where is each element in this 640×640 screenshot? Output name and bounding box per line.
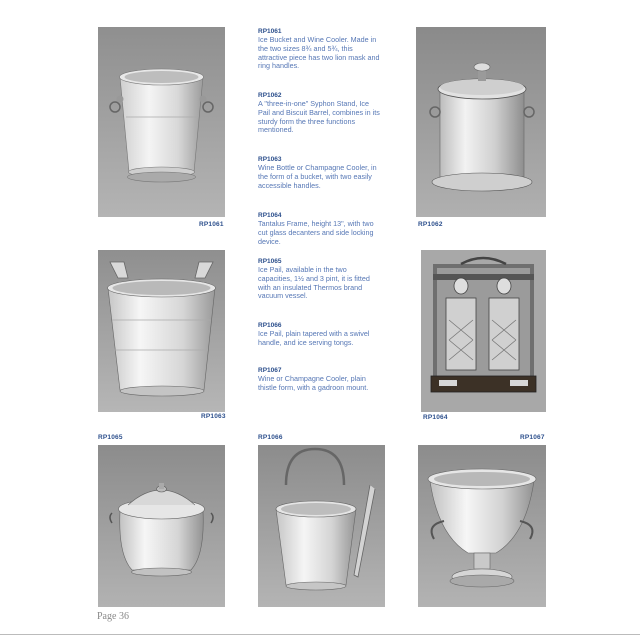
description-text: Ice Pail, plain tapered with a swivel handle, and ice serving tongs. [258,329,370,347]
description-code: RP1066 [258,322,282,329]
photo-rp1064 [421,250,546,412]
description-rp1065 [258,257,380,301]
photo-rp1063 [98,250,225,412]
description-rp1066 [258,321,380,348]
description-text: Wine Bottle or Champagne Cooler, in the form of a bucket, with two easily accessible handles. [258,163,377,190]
photo-rp1062 [416,27,546,217]
description-text: Ice Bucket and Wine Cooler. Made in the two sizes 8¾ and 5¾, this attractive piece has two lion mask and ring handles. [258,35,380,71]
description-code: RP1062 [258,92,282,99]
footer-rule [0,634,640,635]
caption-rp1062: RP1062 [418,221,443,228]
champagne-bucket-image [98,250,225,412]
description-rp1064 [258,211,380,246]
description-rp1063 [258,155,380,190]
photo-rp1061 [98,27,225,217]
description-rp1067 [258,366,380,393]
caption-rp1067: RP1067 [520,434,545,441]
description-rp1062 [258,91,380,135]
ice-bucket-image [98,27,225,217]
description-text: Ice Pail, available in the two capacities, 1½ and 3 pint, it is fitted with an insulated Thermos brand vacuum vessel. [258,265,370,301]
description-code: RP1061 [258,28,282,35]
page-number: Page 36 [97,611,129,622]
photo-rp1065 [98,445,225,607]
caption-rp1065: RP1065 [98,434,123,441]
photo-rp1067 [418,445,546,607]
photo-rp1066 [258,445,385,607]
description-code: RP1067 [258,367,282,374]
tantalus-image [421,250,546,412]
description-text: Tantalus Frame, height 13", with two cut glass decanters and side locking device. [258,219,374,246]
description-text: A "three-in-one" Syphon Stand, Ice Pail and Biscuit Barrel, combines in its sturdy form the three functions mentioned. [258,99,380,135]
description-rp1061 [258,27,380,71]
biscuit-barrel-image [416,27,546,217]
caption-rp1064: RP1064 [423,414,448,421]
description-code: RP1063 [258,156,282,163]
lidded-ice-pail-image [98,445,225,607]
description-code: RP1064 [258,212,282,219]
caption-rp1061: RP1061 [199,221,224,228]
description-code: RP1065 [258,258,282,265]
description-text: Wine or Champagne Cooler, plain thistle form, with a gadroon mount. [258,374,369,392]
thistle-cooler-image [418,445,546,607]
tapered-ice-pail-image [258,445,385,607]
caption-rp1066: RP1066 [258,434,283,441]
caption-rp1063: RP1063 [201,413,226,420]
